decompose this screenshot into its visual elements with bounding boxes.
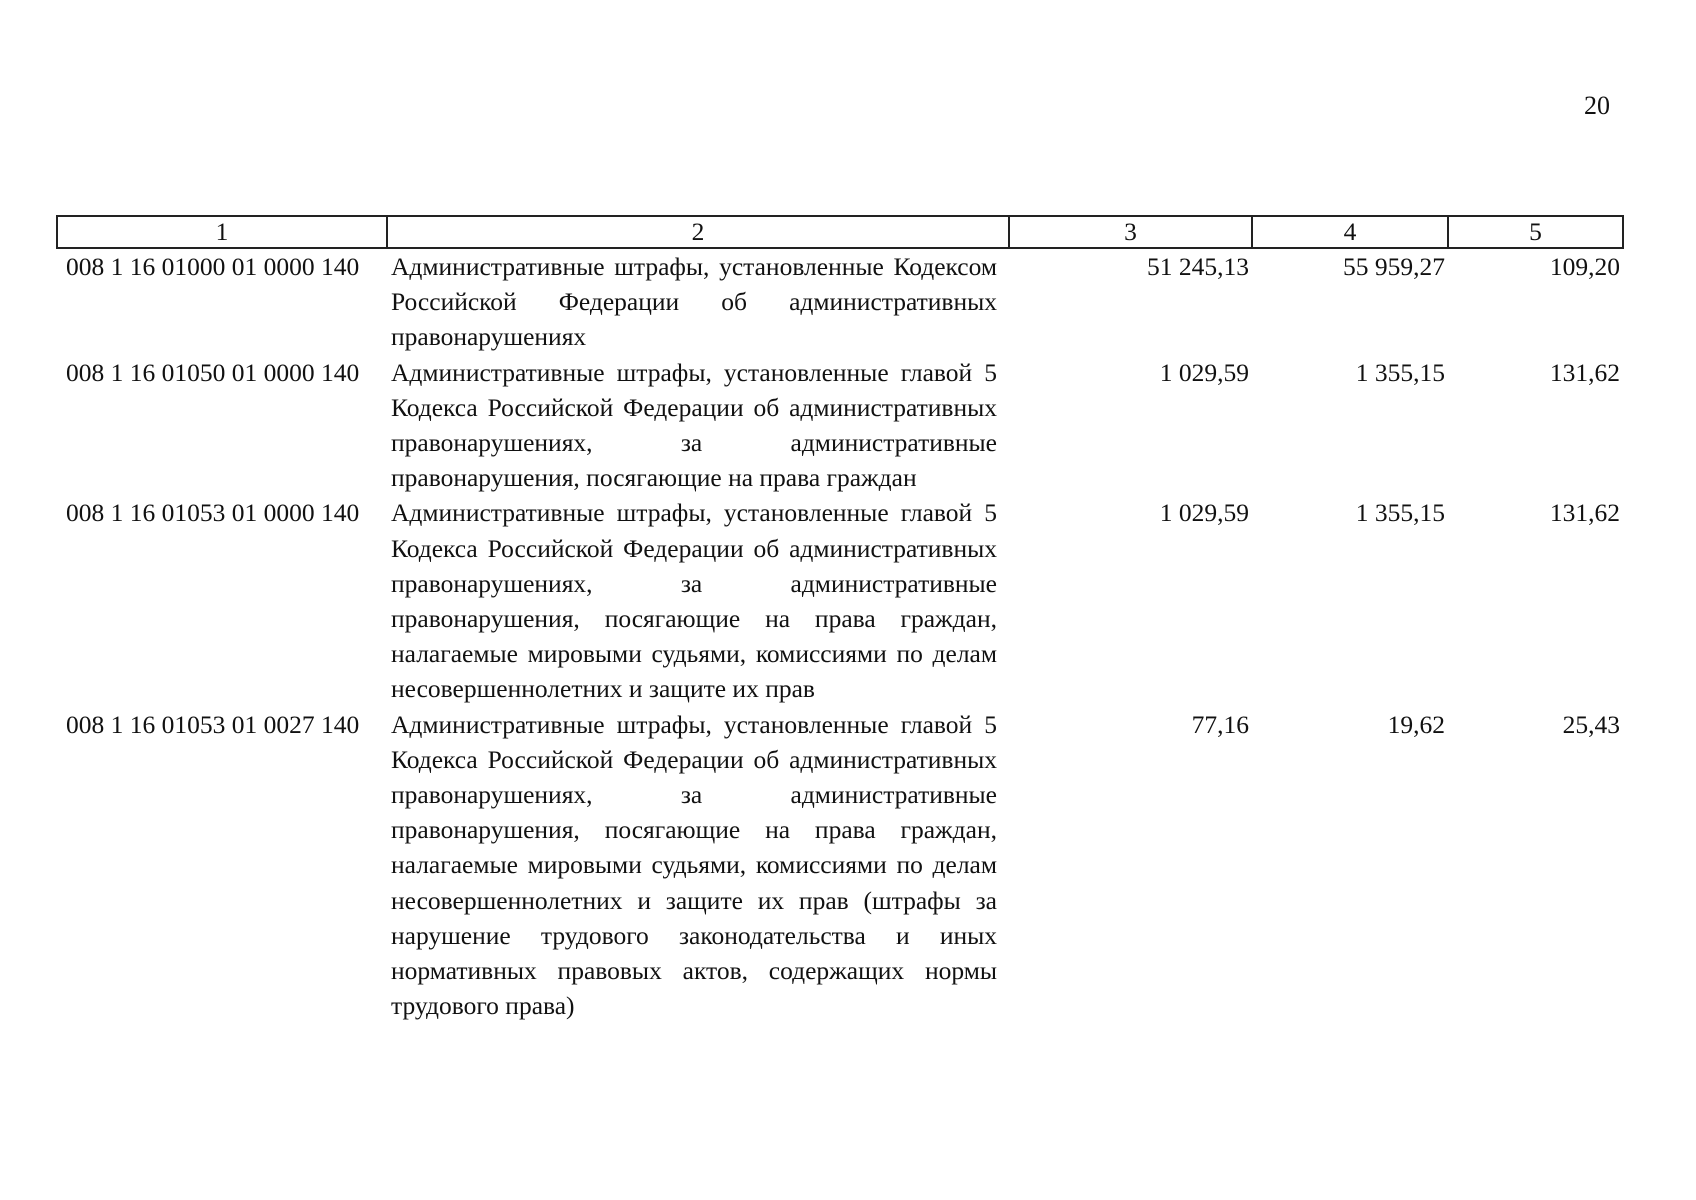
- table-header: [57, 216, 1623, 248]
- row-code: 008 1 16 01000 01 0000 140: [66, 252, 360, 281]
- row-value-col4: 55 959,27: [1343, 252, 1445, 281]
- page-number: 20: [1584, 91, 1610, 120]
- document-table-container: [56, 215, 1622, 1023]
- header-col-2: 2: [387, 216, 1009, 248]
- header-col-5: 5: [1448, 216, 1623, 248]
- row-value-col3: 77,16: [1191, 709, 1249, 739]
- table-row: [57, 707, 1623, 1024]
- row-value-col5: 131,62: [1549, 357, 1620, 387]
- row-description: Административные штрафы, установленные главой 5 Кодекса Российской Федерации об административных правонарушениях, за административные правонарушения, посягающие на права граждан: [391, 357, 997, 493]
- row-code: 008 1 16 01053 01 0027 140: [66, 709, 360, 739]
- header-col-3: 3: [1009, 216, 1252, 248]
- row-description: Административные штрафы, установленные Кодексом Российской Федерации об административных правонарушениях: [391, 252, 997, 352]
- revenue-table: [56, 215, 1624, 1023]
- row-value-col3: 1 029,59: [1159, 498, 1249, 528]
- row-value-col5: 131,62: [1549, 498, 1620, 528]
- row-description: Административные штрафы, установленные главой 5 Кодекса Российской Федерации об административных правонарушениях, за административные правонарушения, посягающие на права граждан, налагаемые мировыми судьями, комиссиями по делам несовершеннолетних и защите их прав (штрафы за нарушение трудового законодательства и иных нормативных правовых актов, содержащих нормы трудового права): [391, 709, 997, 1021]
- header-row: [57, 216, 1623, 248]
- row-value-col4: 1 355,15: [1355, 498, 1445, 528]
- row-value-col5: 25,43: [1562, 709, 1620, 739]
- row-value-col5: 109,20: [1549, 252, 1620, 281]
- header-col-1: 1: [57, 216, 387, 248]
- row-value-col3: 1 029,59: [1159, 357, 1249, 387]
- header-col-4: 4: [1252, 216, 1448, 248]
- table-row: [57, 248, 1623, 355]
- row-value-col3: 51 245,13: [1147, 252, 1249, 281]
- row-value-col4: 19,62: [1387, 709, 1445, 739]
- table-body: [57, 248, 1623, 1023]
- row-description: Административные штрафы, установленные главой 5 Кодекса Российской Федерации об административных правонарушениях, за административные правонарушения, посягающие на права граждан, налагаемые мировыми судьями, комиссиями по делам несовершеннолетних и защите их прав: [391, 498, 997, 704]
- row-code: 008 1 16 01053 01 0000 140: [66, 498, 360, 528]
- row-code: 008 1 16 01050 01 0000 140: [66, 357, 360, 387]
- table-row: [57, 495, 1623, 706]
- table-row: [57, 355, 1623, 496]
- row-value-col4: 1 355,15: [1355, 357, 1445, 387]
